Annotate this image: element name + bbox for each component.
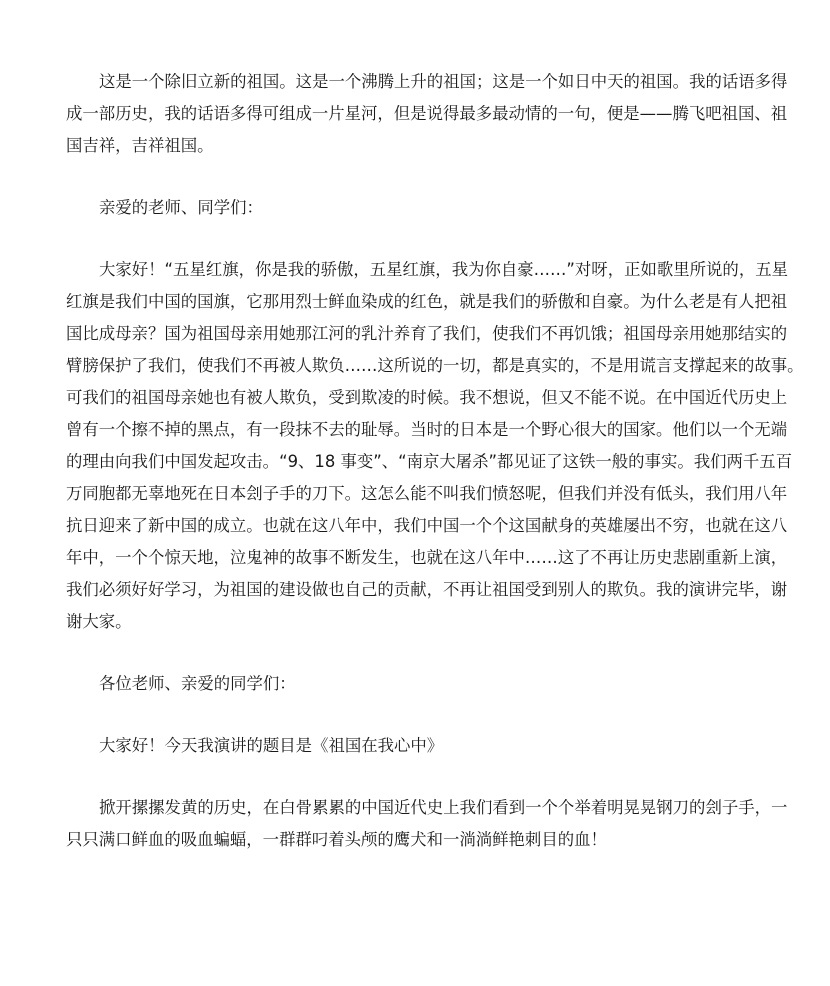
text-line: 臂膀保护了我们，使我们不再被人欺负……这所说的一切，都是真实的，不是用谎言支撑起来的故事。 xyxy=(66,356,804,375)
text-line: 只只满口鲜血的吸血蝙蝠，一群群叼着头颅的鹰犬和一淌淌鲜艳刺目的血！ xyxy=(66,830,607,849)
paragraph xyxy=(66,792,806,856)
text-line: 国吉祥，吉祥祖国。 xyxy=(66,136,214,155)
text-line: 曾有一个擦不掉的黑点，有一段抹不去的耻辱。当时的日本是一个野心很大的国家。他们以一个无端 xyxy=(66,420,788,439)
text-line: 大家好！“五星红旗，你是我的骄傲，五星红旗，我为你自豪……”对呀，正如歌里所说的，五星 xyxy=(99,260,788,279)
document-body xyxy=(66,66,806,886)
text-line: 可我们的祖国母亲她也有被人欺负，受到欺凌的时候。我不想说，但又不能不说。在中国近代历史上 xyxy=(66,388,788,407)
text-line: 大家好！今天我演讲的题目是《祖国在我心中》 xyxy=(99,736,444,755)
text-line: 红旗是我们中国的国旗，它那用烈士鲜血染成的红色，就是我们的骄傲和自豪。为什么老是有人把祖 xyxy=(66,292,788,311)
text-line: 这是一个除旧立新的祖国。这是一个沸腾上升的祖国；这是一个如日中天的祖国。我的话语多得 xyxy=(99,72,788,91)
paragraph xyxy=(66,192,806,224)
text-line: 的理由向我们中国发起攻击。“9、18 事变”、“南京大屠杀”都见证了这铁一般的事实。我们两千五百 xyxy=(66,452,793,471)
paragraph xyxy=(66,668,806,700)
text-line: 掀开摞摞发黄的历史，在白骨累累的中国近代史上我们看到一个个举着明晃晃钢刀的刽子手，一 xyxy=(99,798,788,817)
text-line: 成一部历史，我的话语多得可组成一片星河，但是说得最多最动情的一句，便是——腾飞吧祖国、祖 xyxy=(66,104,788,123)
text-line: 亲爱的老师、同学们： xyxy=(99,198,263,217)
text-line: 各位老师、亲爱的同学们： xyxy=(99,674,296,693)
text-line: 我们必须好好学习，为祖国的建设做也自己的贡献，不再让祖国受到别人的欺负。我的演讲完毕，谢 xyxy=(66,580,788,599)
paragraph xyxy=(66,254,806,638)
text-line: 抗日迎来了新中国的成立。也就在这八年中，我们中国一个个这国献身的英雄屡出不穷，也就在这八 xyxy=(66,516,788,535)
text-line: 万同胞都无辜地死在日本刽子手的刀下。这怎么能不叫我们愤怒呢，但我们并没有低头，我们用八年 xyxy=(66,484,788,503)
text-line: 年中，一个个惊天地，泣鬼神的故事不断发生，也就在这八年中……这了不再让历史悲剧重新上演， xyxy=(66,548,788,567)
paragraph xyxy=(66,66,806,162)
paragraph xyxy=(66,730,806,762)
text-line: 国比成母亲？国为祖国母亲用她那江河的乳汁养育了我们，使我们不再饥饿；祖国母亲用她那结实的 xyxy=(66,324,788,343)
text-line: 谢大家。 xyxy=(66,612,132,631)
